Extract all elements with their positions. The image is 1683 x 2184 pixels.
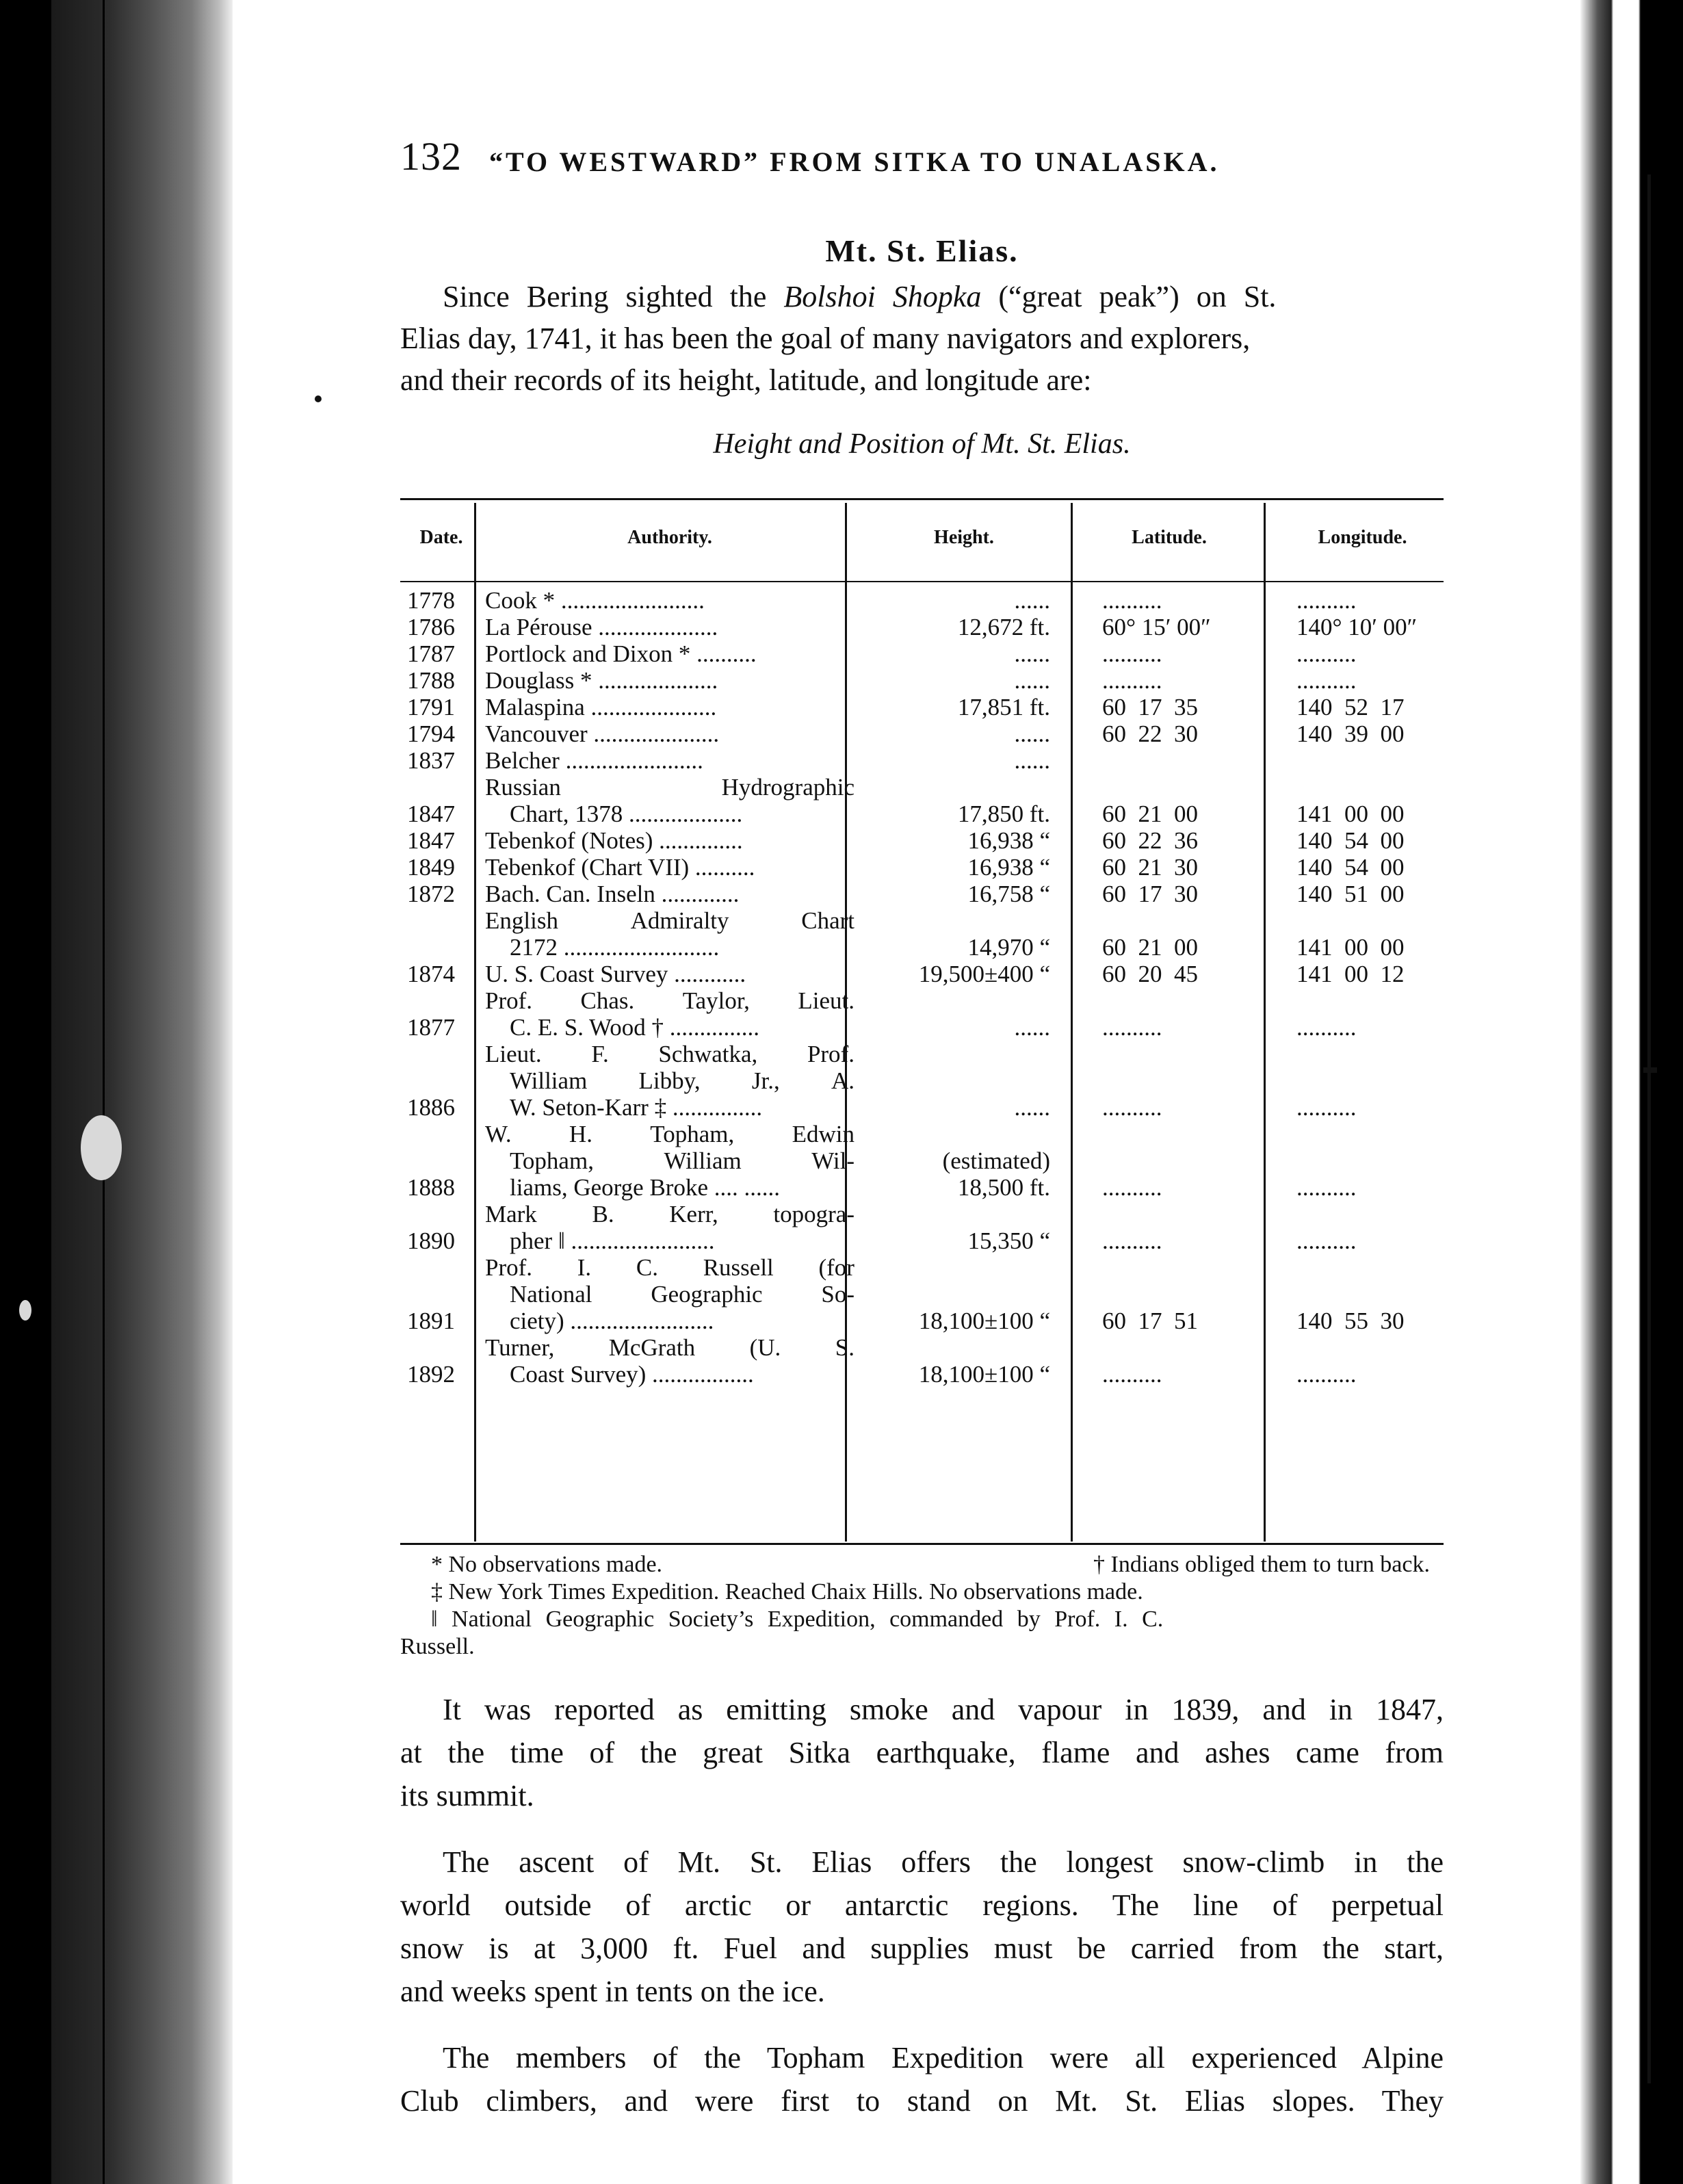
cell-date: 1874 <box>407 961 455 987</box>
authority-word: Libby, <box>638 1067 701 1094</box>
table-row <box>400 987 1460 1041</box>
footnote-continuation: Russell. <box>400 1634 475 1659</box>
authority-line: Belcher ....................... <box>485 747 703 774</box>
cell-longitude: .......... <box>1296 1361 1357 1388</box>
table-row <box>400 827 1460 854</box>
cell-height: 17,851 ft. <box>957 694 1050 720</box>
authority-word: I. <box>577 1254 592 1281</box>
scan-left-border <box>0 0 233 2184</box>
authority-word: Chart <box>801 907 854 934</box>
authority-line <box>485 1201 854 1227</box>
cell-date <box>400 907 475 961</box>
authority-line: Coast Survey) ................. <box>510 1361 754 1388</box>
running-title: “TO WESTWARD” FROM SITKA TO UNALASKA. <box>489 146 1220 177</box>
footnote-times-expedition: ‡ New York Times Expedition. Reached Chaix Hills. No observations made. <box>431 1579 1143 1604</box>
cell-latitude: 60 21 00 <box>1102 934 1198 961</box>
height-line: 18,500 ft. <box>957 1174 1050 1201</box>
elias-table <box>400 506 1460 1388</box>
table-bottom-rule <box>400 1543 1444 1545</box>
table-header-row <box>400 506 1460 568</box>
cell-latitude: .......... <box>1102 1174 1162 1201</box>
authority-word: Russian <box>485 774 561 801</box>
body-line: its summit. <box>400 1779 534 1812</box>
cell-authority <box>475 720 854 747</box>
authority-word: Lieut. <box>798 987 854 1014</box>
cell-longitude: .......... <box>1296 587 1357 614</box>
authority-word: Lieut. <box>485 1041 542 1067</box>
cell-date: 1872 <box>407 881 455 907</box>
body-line: The members of the Topham Expedition were all experienced Alpine <box>443 2041 1444 2075</box>
cell-authority <box>475 1334 854 1388</box>
cell-longitude: .......... <box>1296 1227 1357 1254</box>
authority-word: So- <box>821 1281 854 1308</box>
cell-longitude: 141 00 12 <box>1296 961 1405 987</box>
cell-authority <box>475 667 854 694</box>
cell-authority <box>475 1121 854 1201</box>
cell-latitude: 60 17 30 <box>1102 881 1198 907</box>
cell-longitude: .......... <box>1296 1174 1357 1201</box>
authority-line: Cook * ........................ <box>485 587 705 614</box>
cell-height: 19,500±400 “ <box>918 961 1050 987</box>
authority-word: (for <box>818 1254 854 1281</box>
table-row <box>400 1201 1460 1254</box>
cell-authority <box>475 694 854 720</box>
authority-line <box>485 1334 854 1361</box>
intro-line <box>400 276 1444 317</box>
cell-date: 1892 <box>407 1361 455 1388</box>
intro-text: (“great peak”) on St. <box>981 280 1277 313</box>
cell-authority <box>475 614 854 640</box>
footnote-geographic-society: ‖ National Geographic Society’s Expedition, commanded by Prof. I. C. <box>431 1607 1164 1632</box>
table-row <box>400 907 1460 961</box>
table-row <box>400 1041 1460 1121</box>
cell-longitude: .......... <box>1296 640 1357 667</box>
header-longitude: Longitude. <box>1318 526 1407 548</box>
cell-latitude: .......... <box>1102 587 1162 614</box>
authority-word: topogra- <box>773 1201 854 1227</box>
cell-longitude: 140 54 00 <box>1296 827 1405 854</box>
authority-line: Portlock and Dixon * .......... <box>485 640 757 667</box>
authority-word: Kerr, <box>669 1201 718 1227</box>
table-row <box>400 587 1460 614</box>
authority-line <box>485 907 854 934</box>
authority-word: W. <box>485 1121 512 1147</box>
cell-longitude: 140° 10′ 00″ <box>1296 614 1418 640</box>
cell-height: 16,938 “ <box>967 854 1050 881</box>
table-row <box>400 694 1460 720</box>
cell-height: 15,350 “ <box>967 1227 1050 1254</box>
authority-word: National <box>510 1281 592 1308</box>
cell-authority <box>475 907 854 961</box>
cell-height: ...... <box>1014 747 1050 774</box>
authority-word: Hydrographic <box>721 774 854 801</box>
authority-word: Topham, <box>510 1147 594 1174</box>
cell-height: ...... <box>1014 1094 1050 1121</box>
table-row <box>400 881 1460 907</box>
authority-word: F. <box>591 1041 609 1067</box>
footnotes <box>400 1551 1444 1661</box>
body-line: and weeks spent in tents on the ice. <box>400 1975 825 2008</box>
cell-authority <box>475 881 854 907</box>
scan-right-border <box>1580 0 1683 2184</box>
scan-spine-line <box>103 0 105 2184</box>
cell-height: ...... <box>1014 587 1050 614</box>
authority-word: (U. <box>749 1334 781 1361</box>
cell-latitude: .......... <box>1102 640 1162 667</box>
page-number: 132 <box>400 134 462 179</box>
cell-latitude: 60 20 45 <box>1102 961 1198 987</box>
table-row <box>400 1254 1460 1334</box>
authority-line: U. S. Coast Survey ............ <box>485 961 746 987</box>
footnote-no-observations: * No observations made. <box>431 1552 663 1577</box>
cell-date: 1794 <box>407 720 455 747</box>
cell-latitude: .......... <box>1102 1361 1162 1388</box>
authority-word: Mark <box>485 1201 537 1227</box>
cell-height: 12,672 ft. <box>957 614 1050 640</box>
cell-authority <box>475 854 854 881</box>
cell-latitude: 60 21 30 <box>1102 854 1198 881</box>
body-line: snow is at 3,000 ft. Fuel and supplies must be carried from the start, <box>400 1932 1444 1965</box>
cell-latitude: .......... <box>1102 1227 1162 1254</box>
body-paragraph <box>400 1688 1444 1817</box>
cell-height: ...... <box>1014 720 1050 747</box>
cell-longitude <box>1265 747 1460 774</box>
table-top-rule <box>400 498 1444 500</box>
cell-height: ...... <box>1014 667 1050 694</box>
cell-longitude: 140 54 00 <box>1296 854 1405 881</box>
cell-authority <box>475 961 854 987</box>
body-paragraph <box>400 1841 1444 2013</box>
cell-height: 18,100±100 “ <box>918 1308 1050 1334</box>
section-title: Mt. St. Elias. <box>825 233 1019 268</box>
cell-authority <box>475 640 854 667</box>
authority-word: S. <box>835 1334 854 1361</box>
footnote-indians: † Indians obliged them to turn back. <box>1093 1552 1430 1577</box>
authority-word: Russell <box>703 1254 774 1281</box>
authority-line <box>485 1147 854 1174</box>
cell-latitude: .......... <box>1102 1094 1162 1121</box>
cell-authority <box>475 827 854 854</box>
cell-longitude: 141 00 00 <box>1296 801 1405 827</box>
cell-height: 17,850 ft. <box>957 801 1050 827</box>
authority-word: Chas. <box>580 987 635 1014</box>
cell-longitude: 140 51 00 <box>1296 881 1405 907</box>
authority-line: C. E. S. Wood † ............... <box>510 1014 760 1041</box>
table-body <box>400 587 1460 1388</box>
authority-word: Schwatka, <box>658 1041 758 1067</box>
cell-height: 18,100±100 “ <box>918 1361 1050 1388</box>
cell-longitude: 140 55 30 <box>1296 1308 1405 1334</box>
table-row <box>400 667 1460 694</box>
table-row <box>400 1121 1460 1201</box>
table-row <box>400 614 1460 640</box>
authority-word: Taylor, <box>682 987 750 1014</box>
authority-word: Topham, <box>650 1121 735 1147</box>
cell-longitude: 140 52 17 <box>1296 694 1405 720</box>
authority-word: William <box>664 1147 742 1174</box>
body-line: Club climbers, and were first to stand on Mt. St. Elias slopes. They <box>400 2084 1444 2118</box>
cell-date: 1778 <box>407 587 455 614</box>
authority-line <box>485 1067 854 1094</box>
cell-latitude: .......... <box>1102 667 1162 694</box>
margin-mark <box>315 395 322 402</box>
running-head <box>400 133 1444 188</box>
table-row <box>400 720 1460 747</box>
body-line: The ascent of Mt. St. Elias offers the longest snow-climb in the <box>443 1845 1444 1879</box>
scan-right-notch <box>1643 1067 1657 1073</box>
cell-date: 1786 <box>407 614 455 640</box>
authority-line: liams, George Broke .... ...... <box>510 1174 780 1201</box>
cell-authority <box>475 774 854 827</box>
cell-date: 1847 <box>407 827 455 854</box>
cell-longitude: 141 00 00 <box>1296 934 1405 961</box>
cell-authority <box>475 587 854 614</box>
cell-latitude: 60 22 36 <box>1102 827 1198 854</box>
body-line: It was reported as emitting smoke and vapour in 1839, and in 1847, <box>443 1693 1444 1726</box>
cell-authority <box>475 747 854 774</box>
cell-date: 1888 <box>407 1174 455 1201</box>
scan-speck <box>81 1115 122 1180</box>
authority-word: Prof. <box>485 1254 533 1281</box>
authority-line: La Pérouse .................... <box>485 614 718 640</box>
table-spacer <box>400 568 1460 587</box>
table-row <box>400 961 1460 987</box>
cell-date: 1886 <box>407 1094 455 1121</box>
cell-latitude: .......... <box>1102 1014 1162 1041</box>
intro-line: and their records of its height, latitude, and longitude are: <box>400 363 1092 397</box>
cell-longitude: .......... <box>1296 667 1357 694</box>
authority-line: 2172 .......................... <box>510 934 720 961</box>
authority-line <box>485 987 854 1014</box>
intro-text: Since Bering sighted the <box>443 280 784 313</box>
authority-line: Vancouver ..................... <box>485 720 720 747</box>
cell-authority <box>475 1254 854 1334</box>
intro-line: Elias day, 1741, it has been the goal of many navigators and explorers, <box>400 322 1251 355</box>
footnote-line <box>400 1551 1444 1578</box>
cell-latitude: 60 17 51 <box>1102 1308 1198 1334</box>
cell-longitude: .......... <box>1296 1094 1357 1121</box>
body-text <box>400 1688 1444 2146</box>
cell-date: 1891 <box>407 1308 455 1334</box>
authority-word: H. <box>569 1121 592 1147</box>
cell-height: 16,758 “ <box>967 881 1050 907</box>
authority-line <box>485 1281 854 1308</box>
cell-latitude: 60° 15′ 00″ <box>1102 614 1211 640</box>
authority-word: Geographic <box>651 1281 763 1308</box>
authority-word: Edwin <box>792 1121 854 1147</box>
table-row <box>400 774 1460 827</box>
authority-line <box>485 774 854 801</box>
cell-latitude: 60 17 35 <box>1102 694 1198 720</box>
cell-height: ...... <box>1014 640 1050 667</box>
authority-word: Jr., <box>751 1067 780 1094</box>
cell-latitude: 60 21 00 <box>1102 801 1198 827</box>
header-authority: Authority. <box>627 526 712 548</box>
scan-right-frame <box>1647 174 1651 2083</box>
cell-date: 1890 <box>407 1227 455 1254</box>
cell-longitude: 140 39 00 <box>1296 720 1405 747</box>
authority-word: McGrath <box>608 1334 696 1361</box>
authority-word: Prof. <box>807 1041 854 1067</box>
authority-line <box>485 1121 854 1147</box>
cell-height: 16,938 “ <box>967 827 1050 854</box>
cell-authority <box>475 987 854 1041</box>
authority-word: A. <box>831 1067 854 1094</box>
header-height: Height. <box>934 526 994 548</box>
intro-paragraph <box>400 276 1444 401</box>
authority-word: Turner, <box>485 1334 555 1361</box>
cell-date: 1788 <box>407 667 455 694</box>
height-line: (estimated) <box>942 1147 1050 1174</box>
cell-height: ...... <box>1014 1014 1050 1041</box>
authority-line <box>485 1041 854 1067</box>
cell-longitude: .......... <box>1296 1014 1357 1041</box>
authority-word: Prof. <box>485 987 533 1014</box>
cell-latitude <box>1073 747 1265 774</box>
authority-line: Bach. Can. Inseln ............. <box>485 881 740 907</box>
body-paragraph <box>400 2036 1444 2122</box>
table-row <box>400 747 1460 774</box>
table-row <box>400 1334 1460 1388</box>
header-date: Date. <box>419 526 463 548</box>
authority-word: William <box>510 1067 588 1094</box>
cell-height <box>854 1121 1073 1201</box>
table-row <box>400 854 1460 881</box>
cell-date: 1837 <box>407 747 455 774</box>
authority-line: Malaspina ..................... <box>485 694 717 720</box>
body-line: at the time of the great Sitka earthquake, flame and ashes came from <box>400 1736 1444 1769</box>
table-row <box>400 640 1460 667</box>
authority-word: C. <box>636 1254 658 1281</box>
authority-word: B. <box>592 1201 614 1227</box>
table-caption: Height and Position of Mt. St. Elias. <box>713 428 1131 460</box>
cell-date: 1877 <box>407 1014 455 1041</box>
cell-authority <box>475 1201 854 1254</box>
header-latitude: Latitude. <box>1132 526 1207 548</box>
scan-speck <box>19 1300 31 1321</box>
authority-line: ciety) ........................ <box>510 1308 714 1334</box>
authority-line: W. Seton-Karr ‡ ............... <box>510 1094 763 1121</box>
cell-date: 1849 <box>407 854 455 881</box>
cell-height: 14,970 “ <box>967 934 1050 961</box>
authority-line <box>485 1254 854 1281</box>
intro-italic-term: Bolshoi Shopka <box>783 280 982 313</box>
authority-word: Admiralty <box>630 907 729 934</box>
cell-authority <box>475 1041 854 1121</box>
cell-latitude: 60 22 30 <box>1102 720 1198 747</box>
authority-word: English <box>485 907 558 934</box>
cell-date: 1847 <box>407 801 455 827</box>
cell-date: 1791 <box>407 694 455 720</box>
authority-line: Tebenkof (Chart VII) .......... <box>485 854 755 881</box>
authority-line: Chart, 1378 ................... <box>510 801 743 827</box>
body-line: world outside of arctic or antarctic regions. The line of perpetual <box>400 1888 1444 1922</box>
cell-date: 1787 <box>407 640 455 667</box>
authority-line: Tebenkof (Notes) .............. <box>485 827 743 854</box>
authority-line: Douglass * .................... <box>485 667 718 694</box>
authority-line: pher ‖ ........................ <box>510 1227 715 1254</box>
authority-word: Wil- <box>811 1147 854 1174</box>
